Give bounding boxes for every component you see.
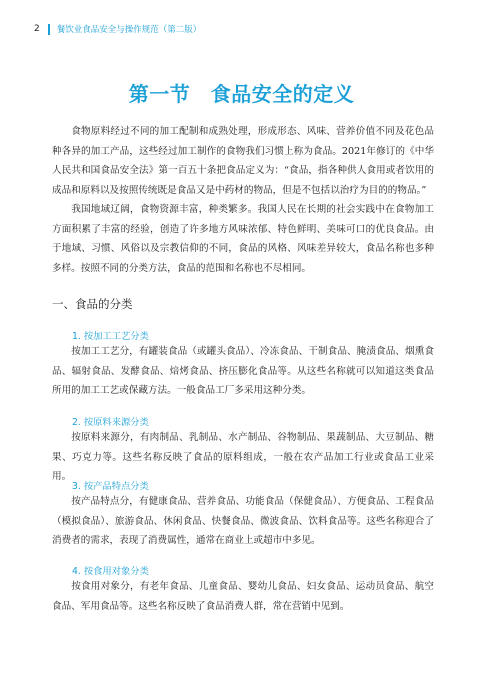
section-title: 第一节 食品安全的定义 [128,82,355,106]
subsection-body-consumer [52,577,434,616]
header-divider-bar [48,24,50,35]
page-number: 2 [34,24,40,34]
subsection-heading-consumer: 4. 按食用对象分类 [72,566,149,577]
subsection-body-processing [52,342,434,401]
subsection-paragraph: 按产品特点分，有健康食品、营养食品、功能食品（保健食品）、方便食品、工程食品（模拟食品）、旅游食品、休闲食品、快餐食品、微波食品、饮料食品等。这些名称迎合了消费者的需求，表现了消费属性，通常在商业上或超市中多见。 [52,496,434,546]
subsection-paragraph: 按加工工艺分，有罐装食品（或罐头食品）、冷冻食品、干制食品、腌渍食品、烟熏食品、辐射食品、发酵食品、焙烤食品、挤压膨化食品等。从这些名称就可以知道这类食品所用的加工工艺或保藏方法。一般食品工厂多采用这种分类。 [52,346,434,396]
subsection-heading-raw-material: 2. 按原料来源分类 [72,417,149,428]
chapter-heading: 一、食品的分类 [52,297,133,311]
subsection-heading-processing: 1. 按加工工艺分类 [72,331,149,342]
book-title: 餐饮业食品安全与操作规范（第二版） [56,25,202,35]
subsection-paragraph: 按食用对象分，有老年食品、儿童食品、婴幼儿食品、妇女食品、运动员食品、航空食品、军用食品等。这些名称反映了食品消费人群，常在营销中见到。 [52,581,434,612]
subsection-paragraph: 按原料来源分，有肉制品、乳制品、水产制品、谷物制品、果蔬制品、大豆制品、糖果、巧克力等。这些名称反映了食品的原料组成，一般在农产品加工行业或食品工业采用。 [52,432,434,482]
subsection-body-product-feature [52,492,434,551]
intro-text-block [52,122,434,278]
running-header [34,22,201,36]
subsection-heading-product-feature: 3. 按产品特点分类 [72,481,149,492]
intro-paragraph: 食物原料经过不同的加工配制和成熟处理，形成形态、风味、营养价值不同及花色品种各异的加工产品，这些经过加工制作的食物我们习惯上称为食品。2021年修订的《中华人民共和国食品安全法》第一百五十条把食品定义为：“食品，指各种供人食用或者饮用的成品和原料以及按照传统既是食品又是中药材的物品，但是不包括以治疗为目的的物品。” [52,126,434,196]
intro-paragraph: 我国地域辽阔，食物资源丰富，种类繁多。我国人民在长期的社会实践中在食物加工方面积累了丰富的经验，创造了许多地方风味浓郁、特色鲜明、美味可口的优良食品。由于地域、习惯、风俗以及宗教信仰的不同，食品的风格、风味差异较大，食品名称也多种多样。按照不同的分类方法，食品的范围和名称也不尽相同。 [52,204,434,274]
